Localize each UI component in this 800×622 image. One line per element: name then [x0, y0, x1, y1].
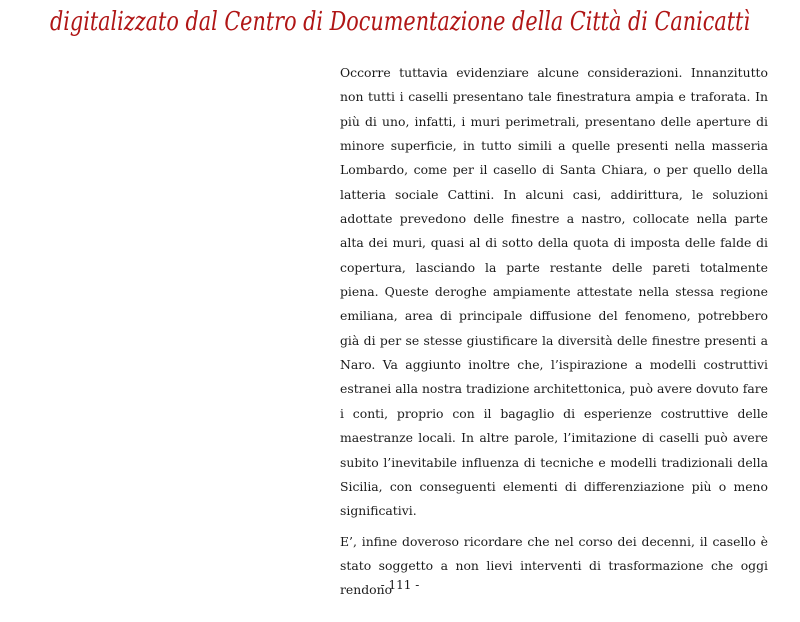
page-body — [340, 61, 768, 603]
watermark-text: digitalizzato dal Centro di Documentazione della Città di Canicattì — [50, 7, 750, 37]
page-number: - 111 - — [380, 578, 420, 592]
paragraph-1: Occorre tuttavia evidenziare alcune considerazioni. Innanzitutto non tutti i caselli presentano tale finestratura ampia e traforata. In più di uno, infatti, i muri perimetrali, presentano delle aperture di minore superficie, in tutto simili a quelle presenti nella masseria Lombardo, come per il casello di Santa Chiara, o per quello della latteria sociale Cattini. In alcuni casi, addirittura, le soluzioni adottate prevedono delle finestre a nastro, collocate nella parte alta dei muri, quasi al di sotto della quota di imposta delle falde di copertura, lasciando la parte restante delle pareti totalmente piena. Queste deroghe ampiamente attestate nella stessa regione emiliana, area di principale diffusione del fenomeno, potrebbero già di per se stesse giustificare la diversità delle finestre presenti a Naro. Va aggiunto inoltre che, l’ispirazione a modelli costruttivi estranei alla nostra tradizione architettonica, può avere dovuto fare i conti, proprio con il bagaglio di esperienze costruttive delle maestranze locali. In altre parole, l’imitazione di caselli può avere subito l’inevitabile influenza di tecniche e modelli tradizionali della Sicilia, con conseguenti elementi di differenziazione più o meno significativi. — [340, 65, 768, 519]
paragraph-2: E’, infine doveroso ricordare che nel corso dei decenni, il casello è stato soggetto a non lievi interventi di trasformazione che oggi rendono — [340, 533, 768, 598]
watermark-banner — [0, 0, 800, 44]
watermark-graphic — [0, 0, 800, 44]
